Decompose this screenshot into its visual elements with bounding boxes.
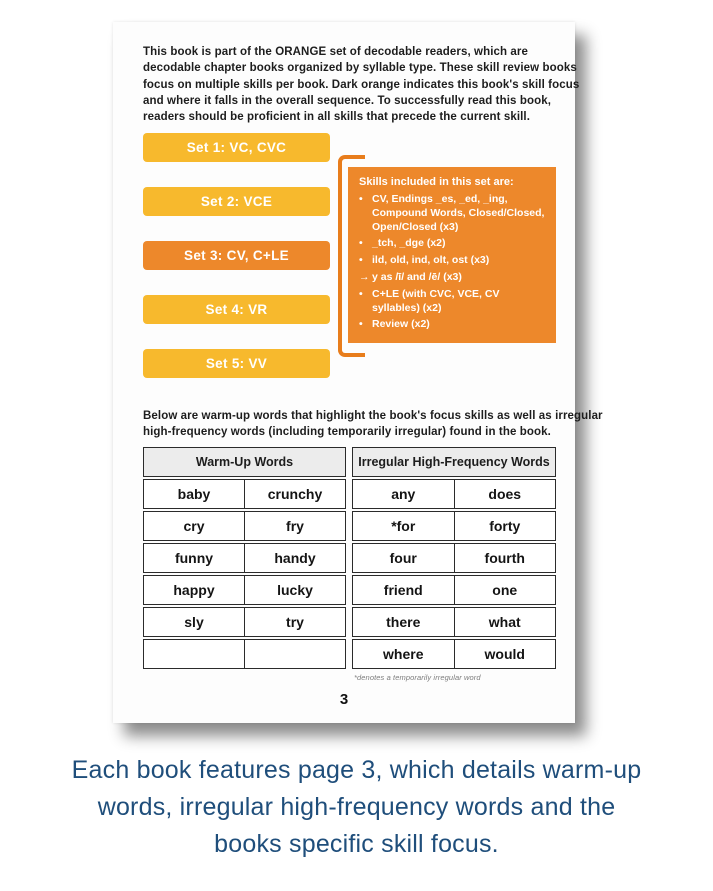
skill-text: Review (x2) (372, 318, 430, 331)
intro-line: and where it falls in the overall sequence. To successfully read this book, (143, 94, 551, 107)
skill-item (359, 193, 547, 234)
table-cell: fry (244, 512, 345, 540)
table-row (352, 607, 556, 637)
table-row (143, 511, 346, 541)
table-cell: friend (383, 582, 423, 598)
table-cell: one (454, 576, 556, 604)
caption-line: books specific skill focus. (214, 830, 499, 858)
table-cell (244, 640, 345, 668)
table-cell: lucky (244, 576, 345, 604)
table-cell: crunchy (244, 480, 345, 508)
table-cell: happy (173, 582, 215, 598)
skill-text: y as /ī/ and /ē/ (x3) (372, 270, 462, 283)
intro-paragraph (143, 44, 579, 125)
table-row (352, 639, 556, 669)
table-cell: fourth (454, 544, 556, 572)
table-cell: funny (174, 550, 214, 566)
table-row (352, 575, 556, 605)
table-cell: what (454, 608, 556, 636)
set-1-badge: Set 1: VC, CVC (143, 133, 330, 162)
table-row-empty (143, 639, 346, 669)
caption-line: words, irregular high-frequency words and the (97, 793, 616, 821)
table-row (352, 543, 556, 573)
arrow-right-icon: → (359, 270, 370, 283)
image-caption (0, 752, 713, 863)
caption-line: Each book features page 3, which details warm-up (71, 756, 642, 784)
table-header: Irregular High-Frequency Words (352, 447, 556, 477)
intro-line: focus on multiple skills per book. Dark orange indicates this book's skill focus (143, 78, 580, 91)
set-3-badge-highlighted: Set 3: CV, C+LE (143, 241, 330, 270)
table-cell: handy (244, 544, 345, 572)
skill-text: C+LE (with CVC, VCE, CV syllables) (x2) (372, 287, 500, 314)
table-footnote: *denotes a temporarily irregular word (354, 673, 481, 682)
skill-text: _tch, _dge (x2) (372, 237, 446, 250)
skills-title: Skills included in this set are: (359, 176, 514, 188)
bullet-icon: • (359, 193, 363, 205)
table-cell: would (454, 640, 556, 668)
table-cell: forty (454, 512, 556, 540)
skill-item (359, 254, 547, 268)
table-row (143, 607, 346, 637)
table-row (143, 575, 346, 605)
warmup-line: Below are warm-up words that highlight the book's focus skills as well as irregular (143, 410, 603, 422)
skills-box (348, 167, 556, 343)
table-row (143, 543, 346, 573)
table-cell (144, 640, 244, 668)
table-cell: does (454, 480, 556, 508)
set-5-badge: Set 5: VV (143, 349, 330, 378)
table-cell: there (386, 614, 421, 630)
page-number: 3 (339, 691, 349, 708)
table-cell: try (244, 608, 345, 636)
bullet-icon: • (359, 237, 363, 250)
warmup-paragraph (143, 408, 603, 441)
skill-text: ild, old, ind, olt, ost (x3) (372, 254, 490, 267)
bullet-icon: • (359, 254, 363, 267)
table-cell: sly (184, 614, 204, 630)
skill-item (359, 288, 547, 316)
skill-item-focus (359, 271, 547, 285)
warmup-line: high-frequency words (including temporarily irregular) found in the book. (143, 426, 551, 439)
table-cell: four (389, 550, 417, 566)
book-page (113, 22, 603, 723)
table-row (352, 511, 556, 541)
irregular-words-table (352, 447, 556, 669)
table-cell: *for (391, 518, 416, 534)
table-cell: any (391, 486, 416, 502)
bullet-icon: • (359, 318, 363, 331)
table-row (143, 479, 346, 509)
set-4-badge: Set 4: VR (143, 295, 330, 324)
bullet-icon: • (359, 287, 363, 300)
table-row (352, 479, 556, 509)
warmup-words-table (143, 447, 346, 669)
table-cell: baby (177, 486, 211, 502)
table-cell: cry (183, 518, 205, 534)
intro-line: decodable chapter books organized by syllable type. These skill review books (143, 62, 577, 75)
skill-text: CV, Endings _es, _ed, _ing, Compound Words, Closed/Closed, Open/Closed (x3) (372, 193, 545, 233)
intro-line: readers should be proficient in all skills that precede the current skill. (143, 111, 531, 124)
set-2-badge: Set 2: VCE (143, 187, 330, 216)
table-header: Warm-Up Words (143, 447, 346, 477)
skill-item (359, 318, 547, 332)
skill-item (359, 237, 547, 251)
intro-line: This book is part of the ORANGE set of decodable readers, which are (143, 46, 529, 58)
table-cell: where (383, 646, 424, 662)
